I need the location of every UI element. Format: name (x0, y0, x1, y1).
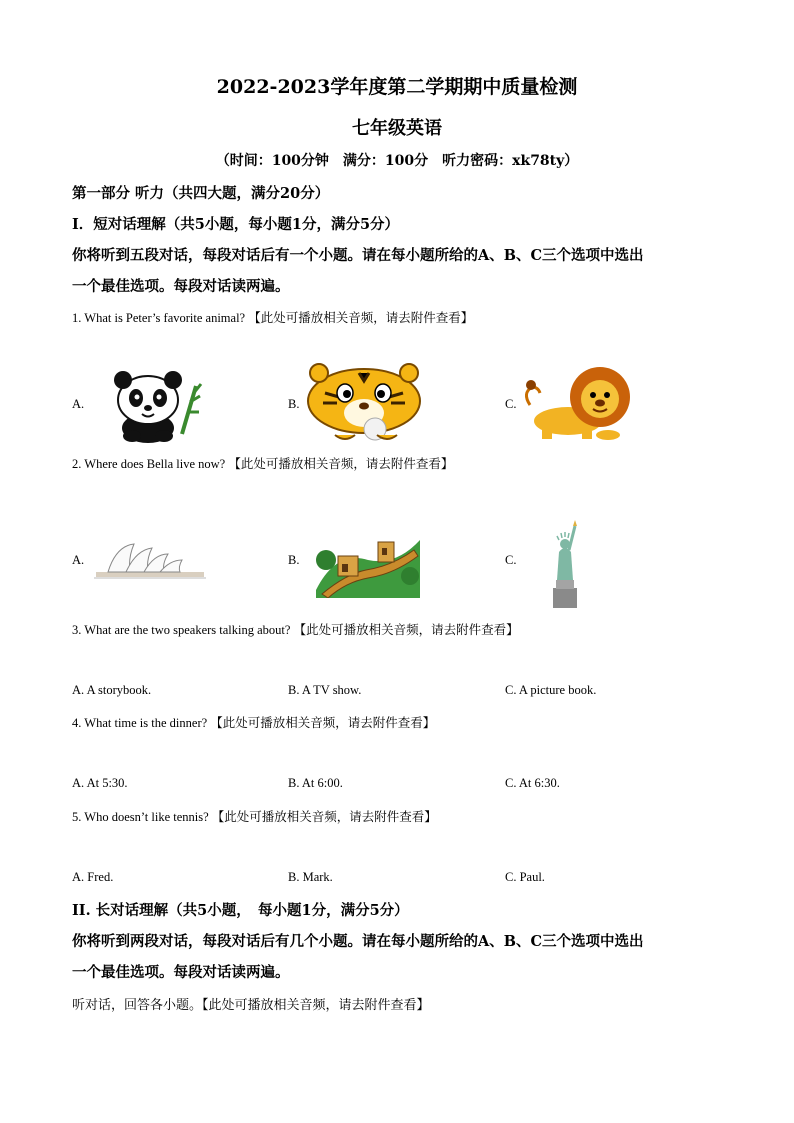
q3-option-a: A. A storybook. (72, 683, 152, 697)
question-1: 1. What is Peter’s favorite animal? 【此处可播放相关音频，请去附件查看】 (72, 311, 474, 325)
section1-instruction-line2: 一个最佳选项。每段对话读两遍。 (72, 278, 290, 295)
q5-option-b: B. Mark. (288, 870, 333, 884)
q4-option-a: A. At 5:30. (72, 776, 128, 790)
section2-heading: II. 长对话理解（共5小题， 每小题1分，满分5分） (72, 902, 409, 919)
section2-instruction-line2: 一个最佳选项。每段对话读两遍。 (72, 964, 290, 981)
question-2: 2. Where does Bella live now? 【此处可播放相关音频，请去附件查看】 (72, 457, 454, 471)
q2-option-b: B. (288, 553, 300, 567)
lion-icon (520, 365, 638, 443)
q2-option-c: C. (505, 553, 517, 567)
section2-instruction-line1: 你将听到两段对话，每段对话后有几个小题。请在每小题所给的A、B、C三个选项中选出 (72, 933, 644, 950)
q1-option-b: B. (288, 397, 300, 411)
page-title: 2022-2023学年度第二学期期中质量检测 (216, 76, 578, 98)
q3-option-b: B. A TV show. (288, 683, 362, 697)
q4-option-b: B. At 6:00. (288, 776, 343, 790)
page-subtitle: 七年级英语 (352, 118, 442, 139)
q3-option-c: C. A picture book. (505, 683, 597, 697)
q1-option-a: A. (72, 397, 85, 411)
q2-option-a: A. (72, 553, 85, 567)
q5-option-a: A. Fred. (72, 870, 114, 884)
exam-info: （时间：100分钟 满分：100分 听力密码：xk78ty） (215, 153, 579, 169)
statue-of-liberty-icon (545, 518, 585, 608)
section2-listen-prompt: 听对话，回答各小题。【此处可播放相关音频，请去附件查看】 (72, 997, 430, 1012)
q1-option-c: C. (505, 397, 517, 411)
section1-instruction-line1: 你将听到五段对话，每段对话后有一个小题。请在每小题所给的A、B、C三个选项中选出 (72, 247, 644, 264)
q5-option-c: C. Paul. (505, 870, 545, 884)
question-4: 4. What time is the dinner? 【此处可播放相关音频，请去附件查看】 (72, 716, 436, 730)
sydney-opera-house-icon (94, 540, 206, 582)
part1-heading: 第一部分 听力（共四大题，满分20分） (72, 185, 330, 202)
question-5: 5. Who doesn’t like tennis? 【此处可播放相关音频，请去附件查看】 (72, 810, 437, 824)
panda-icon (98, 368, 206, 444)
great-wall-icon (316, 530, 420, 598)
question-3: 3. What are the two speakers talking about? 【此处可播放相关音频，请去附件查看】 (72, 623, 519, 637)
q4-option-c: C. At 6:30. (505, 776, 560, 790)
tiger-icon (305, 363, 423, 443)
section1-heading: Ⅰ．短对话理解（共5小题，每小题1分，满分5分） (72, 216, 400, 233)
